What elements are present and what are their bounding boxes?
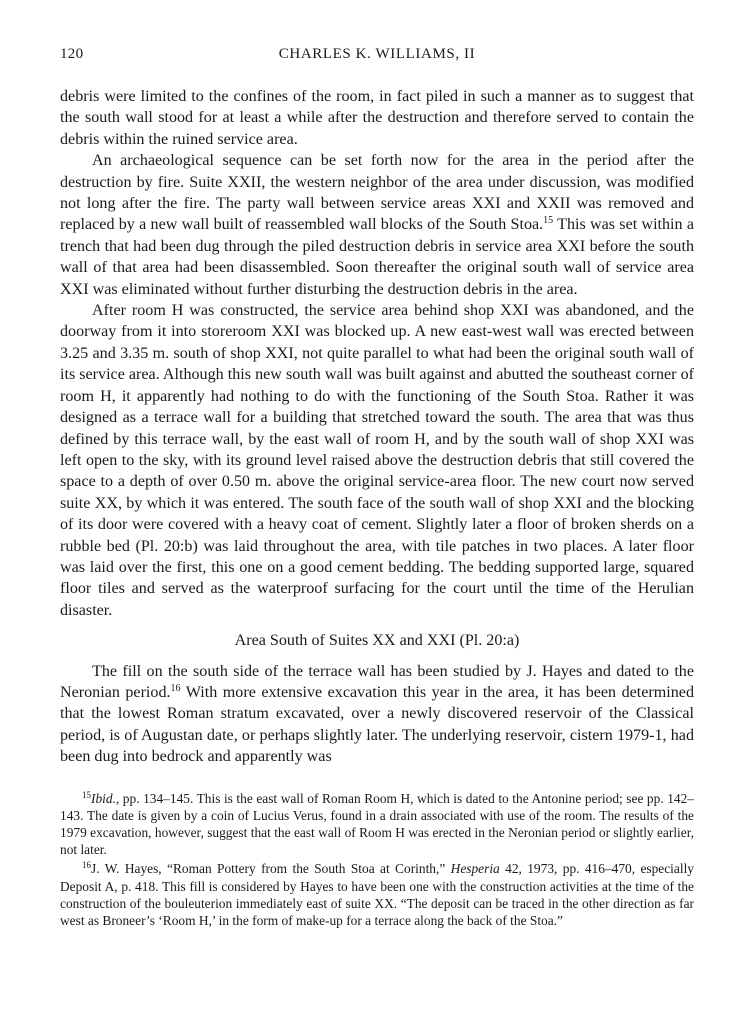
footnote-15-ibid: Ibid.	[91, 790, 116, 806]
footnote-ref-15[interactable]: 15	[543, 215, 554, 227]
paragraph-3: After room H was constructed, the service area behind shop XXI was abandoned, and the doorway from it into storeroom XXI was blocked up. A new east-west wall was erected between 3.25 and 3.35 m. south of shop XXI, not quite parallel to what had been the original south wall of its service area. Although this new south wall was built against and abutted the southeast corner of room H, it apparently had nothing to do with the functioning of the South Stoa. Rather it was designed as a terrace wall for a building that stretched toward the south. The area that was thus defined by this terrace wall, by the east wall of room H, and by the south wall of shop XXI was left open to the sky, with its ground level raised above the destruction debris that still covered the space to a depth of over 0.50 m. above the original service-area floor. The new court now served suite XX, by which it was entered. The south face of the south wall of shop XXI and the blocking of its door were covered with a heavy coat of cement. Slightly later a floor of broken sherds on a rubble bed (Pl. 20:b) was laid throughout the area, with tile patches in two places. A later floor was laid over the first, this one on a good cement bedding. The bedding supported large, squared floor tiles and served as the waterproof surfacing for the court until the time of the Herulian disaster.	[60, 302, 694, 619]
paragraph-2-part-b: This was set within a trench that had been dug through the piled destruction debris in service area XXI before the south wall of that area had been disassembled. Soon thereafter the original south wall of service area XXI was eliminated without further disturbing the destruction debris in the area.	[60, 216, 694, 298]
footnote-15	[60, 790, 694, 859]
page-header	[60, 46, 694, 66]
paragraph-2	[60, 150, 694, 300]
section-heading: Area South of Suites XX and XXI (Pl. 20:a)	[234, 632, 520, 650]
page-number: 120	[60, 46, 84, 62]
footnote-16	[60, 860, 694, 929]
footnote-16-part-b: 42, 1973, pp. 416–470, especially Deposit A, p. 418. This fill is considered by Hayes to have been one with the construction activities at the time of the construction of the bouleuterion immediately east of suite XX. “The deposit can be traced in the other direction as far west as Broneer’s ‘Room H,’ in the form of make-up for a terrace along the back of the Stoa.”	[60, 861, 694, 929]
paragraph-1: debris were limited to the confines of the room, in fact piled in such a manner as to suggest that the south wall stood for at least a while after the destruction and therefore served to contain the debris within the ruined service area.	[60, 88, 694, 148]
footnote-15-number: 15	[82, 789, 91, 800]
footnote-16-number: 16	[82, 860, 91, 871]
page	[60, 46, 694, 929]
paragraph-4-part-b: With more extensive excavation this year in the area, it has been determined that the lowest Roman stratum excavated, over a newly discovered reservoir of the Classical period, is of Augustan date, or perhaps slightly later. The underlying reservoir, cistern 1979-1, had been dug into bedrock and apparently was	[60, 683, 694, 766]
footnotes	[60, 790, 694, 930]
running-head: CHARLES K. WILLIAMS, II	[278, 46, 476, 62]
footnote-16-part-a: J. W. Hayes, “Roman Pottery from the South Stoa at Corinth,”	[91, 861, 451, 877]
paragraph-4	[60, 661, 694, 768]
footnote-ref-16[interactable]: 16	[170, 682, 181, 694]
paragraph-2-part-a: An archaeological sequence can be set forth now for the area in the period after the destruction by fire. Suite XXII, the western neighbor of the area under discussion, was modified not long after the fire. The party wall between service areas XXI and XXII was removed and replaced by a new wall built of reassembled wall blocks of the South Stoa.	[60, 152, 694, 234]
footnote-15-text: , pp. 134–145. This is the east wall of Roman Room H, which is dated to the Antonine period; see pp. 142–143. The date is given by a coin of Lucius Verus, found in a drain associated with use of the room. The results of the 1979 excavation, however, suggest that the east wall of Room H was erected in the Neronian period or slightly earlier, not later.	[60, 790, 694, 858]
body-text	[60, 86, 694, 768]
paragraph-4-part-a: The fill on the south side of the terrace wall has been studied by J. Hayes and dated to the Neronian period.	[60, 662, 694, 701]
footnote-16-journal: Hesperia	[450, 861, 500, 877]
